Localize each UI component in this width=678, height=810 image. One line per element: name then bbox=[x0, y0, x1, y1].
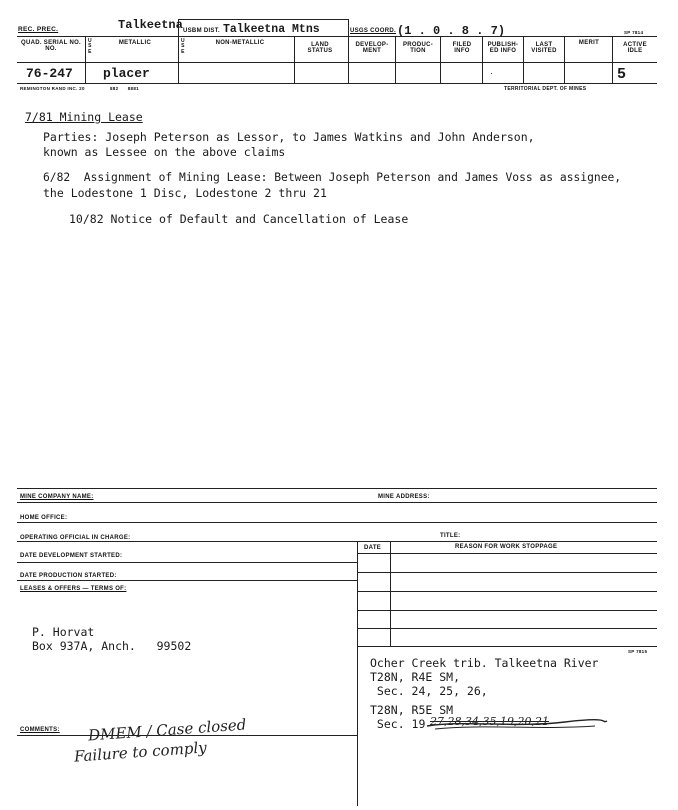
lower-line-left bbox=[17, 580, 357, 581]
usgs-coord-value: (1 . 0 . 8 . 7) bbox=[397, 24, 506, 38]
stoppage-row-line bbox=[357, 553, 657, 554]
col-land-status: LAND STATUS bbox=[307, 42, 333, 55]
date-production-started-label: DATE PRODUCTION STARTED: bbox=[20, 573, 117, 579]
lower-line bbox=[17, 502, 657, 503]
stoppage-row-line bbox=[357, 591, 657, 592]
col-sep bbox=[294, 36, 295, 83]
col-sep bbox=[482, 36, 483, 83]
filed-info-mark: · bbox=[490, 68, 493, 78]
col-production: PRODUC- TION bbox=[402, 42, 434, 55]
location-township-2: T28N, R5E SM bbox=[370, 703, 454, 717]
usbm-dist-label: USBM DIST. bbox=[183, 28, 221, 34]
col-sep bbox=[612, 36, 613, 83]
col-merit: MERIT bbox=[578, 40, 600, 46]
leases-offers-label: LEASES & OFFERS — TERMS OF: bbox=[20, 586, 127, 592]
col-sep bbox=[564, 36, 565, 83]
lower-line bbox=[17, 522, 657, 523]
col-active-idle: ACTIVE IDLE bbox=[623, 42, 647, 55]
rec-prec-label: REC. PREC. bbox=[18, 26, 59, 33]
territorial-dept: TERRITORIAL DEPT. OF MINES bbox=[504, 86, 587, 92]
stoppage-row-line bbox=[357, 628, 657, 629]
col-sep bbox=[440, 36, 441, 83]
stoppage-row-line bbox=[357, 646, 657, 647]
entry-parties-line: Parties: Joseph Peterson as Lessor, to James Watkins and John Anderson, bbox=[43, 130, 535, 144]
col-filed-info: FILED INFO bbox=[452, 42, 472, 55]
header-line-mid bbox=[17, 62, 657, 63]
col-quad-serial: QUAD. SERIAL NO. NO. bbox=[20, 40, 82, 53]
location-creek: Ocher Creek trib. Talkeetna River bbox=[370, 656, 599, 670]
date-development-started-label: DATE DEVELOPMENT STARTED: bbox=[20, 553, 123, 559]
owner-address: Box 937A, Anch. 99502 bbox=[32, 639, 192, 653]
mine-address-label: MINE ADDRESS: bbox=[378, 494, 430, 500]
date-column-divider bbox=[390, 541, 391, 646]
comments-label: COMMENTS: bbox=[20, 727, 60, 733]
location-township-1: T28N, R4E SM, bbox=[370, 670, 461, 684]
strike-scribble bbox=[425, 712, 610, 734]
date-header: DATE bbox=[364, 545, 382, 551]
operating-official-label: OPERATING OFFICIAL IN CHARGE: bbox=[20, 535, 131, 541]
col-sep bbox=[348, 19, 349, 83]
col-development: DEVELOP- MENT bbox=[355, 42, 389, 55]
col-last-visited: LAST VISITED bbox=[531, 42, 557, 55]
entry-mining-lease-title: 7/81 Mining Lease bbox=[25, 110, 143, 124]
header-line-bottom bbox=[17, 83, 657, 84]
entry-assignment-line: 6/82 Assignment of Mining Lease: Between Joseph Peterson and James Voss as assignee, bbox=[43, 171, 622, 184]
lower-vertical-divider bbox=[357, 541, 358, 806]
stoppage-row-line bbox=[357, 610, 657, 611]
metallic-type: placer bbox=[103, 66, 150, 81]
active-idle-value: 5 bbox=[617, 66, 627, 83]
col-metallic: METALLIC bbox=[118, 40, 152, 46]
comment-handwritten-1: DMEM / Case closed bbox=[87, 715, 247, 745]
location-sections-2: Sec. 19 bbox=[370, 717, 426, 731]
form-number-bottom: SP 7815 bbox=[628, 649, 648, 654]
col-use-1: U S E bbox=[88, 38, 92, 55]
entry-lodestone-line: the Lodestone 1 Disc, Lodestone 2 thru 21 bbox=[43, 186, 327, 200]
col-sep bbox=[395, 36, 396, 83]
col-sep bbox=[523, 36, 524, 83]
lower-line-left bbox=[17, 562, 357, 563]
col-non-metallic: NON-METALLIC bbox=[215, 40, 265, 46]
mine-company-name-label: MINE COMPANY NAME: bbox=[20, 494, 94, 500]
usgs-coord-label: USGS COORD. bbox=[350, 28, 396, 34]
header-line-top bbox=[17, 36, 657, 37]
lower-line bbox=[17, 541, 657, 542]
location-struck-sections: 27,28,34,35,19,20,21 bbox=[430, 715, 549, 728]
printer-imprint-numbers: 882 8881 bbox=[110, 86, 139, 91]
owner-name: P. Horvat bbox=[32, 625, 95, 639]
home-office-label: HOME OFFICE: bbox=[20, 515, 68, 521]
comment-handwritten-2: Failure to comply bbox=[73, 738, 208, 766]
col-published-info: PUBLISH- ED INFO bbox=[487, 42, 519, 55]
col-use-2: U S E bbox=[181, 38, 185, 55]
reason-work-stoppage-header: REASON FOR WORK STOPPAGE bbox=[455, 544, 558, 550]
entry-default-notice: 10/82 Notice of Default and Cancellation of Lease bbox=[69, 212, 409, 226]
lower-line bbox=[17, 488, 657, 489]
rec-prec-value: Talkeetna bbox=[118, 18, 183, 32]
printer-imprint: REMINGTON RAND INC. 20 bbox=[20, 86, 85, 91]
location-sections-1: Sec. 24, 25, 26, bbox=[370, 684, 488, 698]
entry-lessee-line: known as Lessee on the above claims bbox=[43, 145, 286, 159]
stoppage-row-line bbox=[357, 572, 657, 573]
form-number-top: SP 7814 bbox=[624, 30, 644, 35]
header-line-top-short bbox=[178, 19, 348, 20]
title-label: TITLE: bbox=[440, 533, 461, 539]
serial-number: 76-247 bbox=[26, 66, 73, 81]
usbm-dist-value: Talkeetna Mtns bbox=[223, 23, 320, 36]
